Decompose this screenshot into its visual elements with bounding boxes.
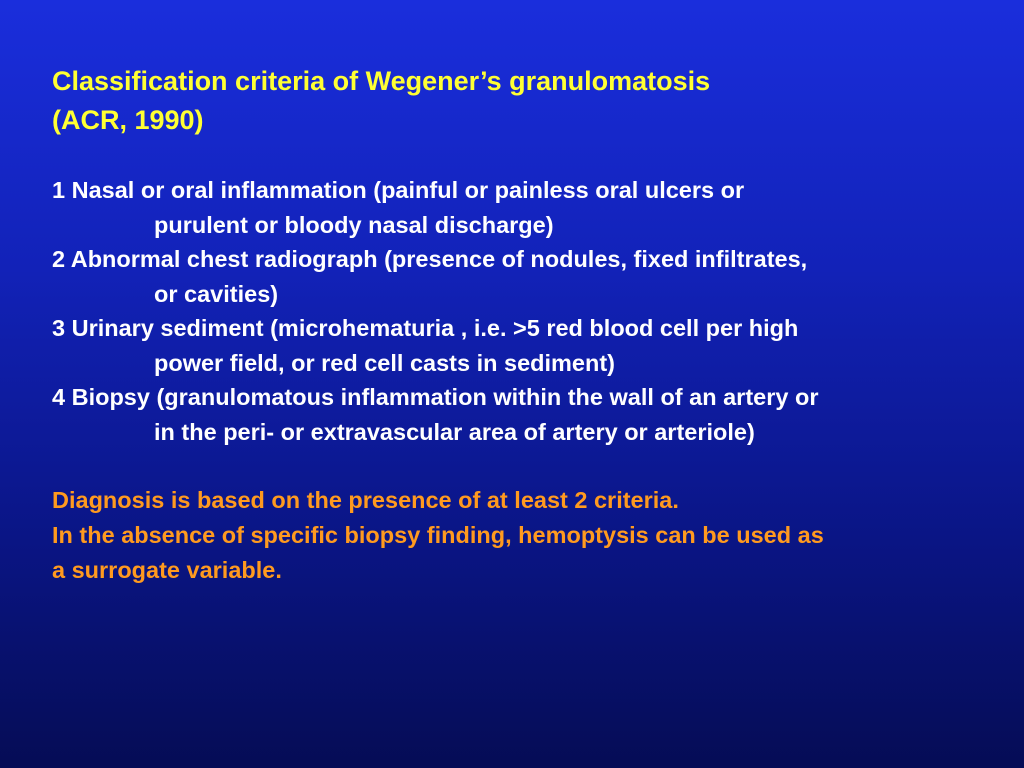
title-line-2: (ACR, 1990)	[52, 105, 204, 135]
diagnosis-notes	[52, 483, 1002, 588]
criterion-1-text: 1 Nasal or oral inflammation (painful or painless oral ulcers or	[52, 177, 745, 203]
criterion-4	[52, 380, 1002, 449]
criterion-2-text: 2 Abnormal chest radiograph (presence of nodules, fixed infiltrates,	[52, 246, 808, 272]
criterion-3	[52, 311, 1002, 380]
criterion-2-continuation: or cavities)	[154, 280, 279, 307]
note-line-1: Diagnosis is based on the presence of at least 2 criteria.	[52, 487, 679, 513]
criterion-4-text: 4 Biopsy (granulomatous inflammation within the wall of an artery or	[52, 384, 819, 410]
title-line-1: Classification criteria of Wegener’s granulomatosis	[52, 66, 711, 96]
note-line-3: a surrogate variable.	[52, 557, 282, 583]
note-line-2: In the absence of specific biopsy finding, hemoptysis can be used as	[52, 522, 824, 548]
criterion-3-text: 3 Urinary sediment (microhematuria , i.e. >5 red blood cell per high	[52, 315, 799, 341]
criteria-list	[52, 173, 1002, 449]
criterion-4-continuation: in the peri- or extravascular area of artery or arteriole)	[154, 418, 755, 445]
slide-content	[52, 62, 1002, 588]
slide-title	[52, 62, 1002, 140]
criterion-3-continuation: power field, or red cell casts in sediment)	[154, 349, 615, 376]
criterion-1	[52, 173, 1002, 242]
criterion-2	[52, 242, 1002, 311]
criterion-1-continuation: purulent or bloody nasal discharge)	[154, 211, 554, 238]
